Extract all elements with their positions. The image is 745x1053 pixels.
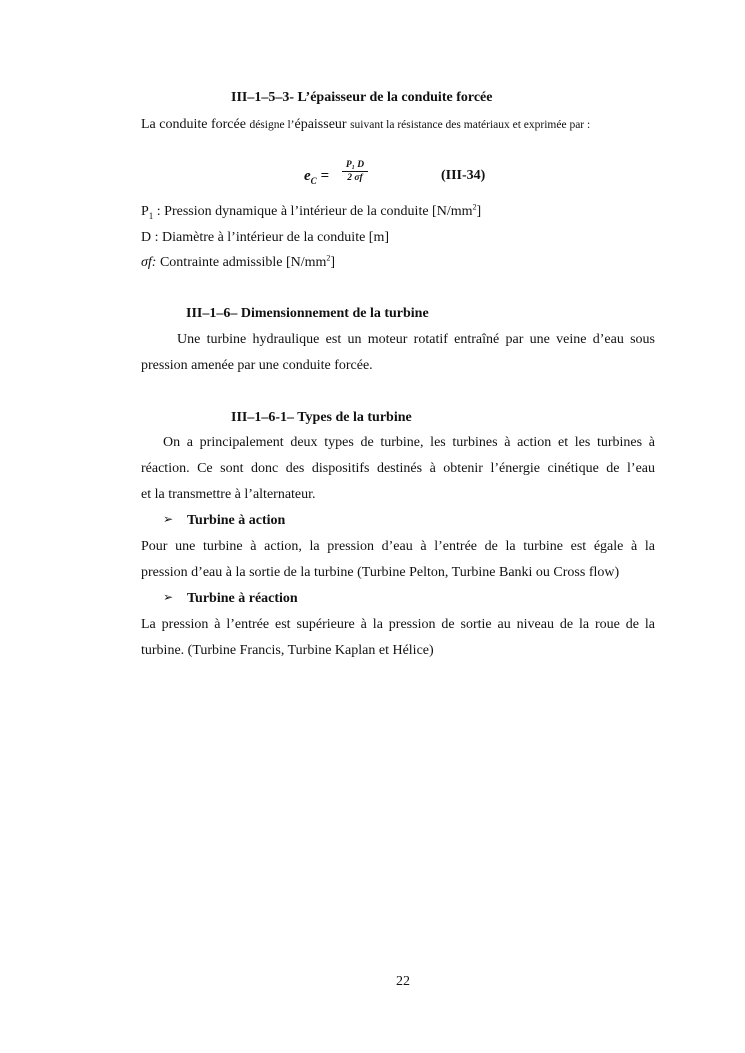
- intro-text-3: épaisseur: [294, 117, 351, 132]
- arrow-bullet-icon: ➢: [163, 512, 174, 526]
- intro-text-4: suivant la résistance des matériaux et exprimée par :: [350, 119, 591, 131]
- section-heading-dimensionnement: III–1–6– Dimensionnement de la turbine: [186, 306, 429, 321]
- page-number: 22: [396, 974, 410, 989]
- section-heading-types: III–1–6-1– Types de la turbine: [231, 410, 412, 425]
- formula-denominator: 2 σf: [347, 173, 363, 183]
- intro-text-2: désigne l’: [249, 119, 295, 131]
- paragraph-turbine-line2: pression amenée par une conduite forcée.: [141, 358, 373, 373]
- reaction-paragraph-line2: turbine. (Turbine Francis, Turbine Kaplan et Hélice): [141, 643, 434, 658]
- equation-number: (III-34): [441, 168, 486, 183]
- definition-sigma: σf: Contrainte admissible $[N/mm^2]$: [141, 253, 336, 270]
- definition-d: D : Diamètre à l’intérieur de la conduite [m]: [141, 230, 390, 245]
- types-paragraph-line3: et la transmettre à l’alternateur.: [141, 487, 316, 502]
- reaction-paragraph-line1: La pression à l’entrée est supérieure à la pression de sortie au niveau de la roue de la: [141, 617, 655, 632]
- subheading-turbine-reaction: Turbine à réaction: [187, 591, 298, 606]
- action-paragraph-line1: Pour une turbine à action, la pression d’eau à l’entrée de la turbine est égale à la: [141, 539, 655, 554]
- section-heading-epaisseur: III–1–5–3- L’épaisseur de la conduite forcée: [231, 90, 493, 105]
- formula-equals: =: [320, 168, 329, 184]
- arrow-bullet-icon: ➢: [163, 590, 174, 604]
- definition-p1: $P_1$ : Pression dynamique à l’intérieur de la conduite $[N/mm^2]$: [141, 202, 482, 221]
- formula-fraction: [342, 160, 368, 183]
- formula-lhs: $e_C$ =: [304, 168, 329, 186]
- subheading-turbine-action: Turbine à action: [187, 513, 286, 528]
- types-paragraph-line1: On a principalement deux types de turbine, les turbines à action et les turbines à: [163, 435, 655, 450]
- types-paragraph-line2: réaction. Ce sont donc des dispositifs destinés à obtenir l’énergie cinétique de l’eau: [141, 461, 655, 476]
- paragraph-turbine-line1: Une turbine hydraulique est un moteur rotatif entraîné par une veine d’eau sous: [177, 332, 655, 347]
- formula-numerator: P₁ D: [342, 160, 368, 172]
- intro-text-1: La conduite forcée: [141, 117, 250, 132]
- intro-paragraph: [141, 116, 590, 134]
- action-paragraph-line2: pression d’eau à la sortie de la turbine (Turbine Pelton, Turbine Banki ou Cross flow): [141, 565, 620, 580]
